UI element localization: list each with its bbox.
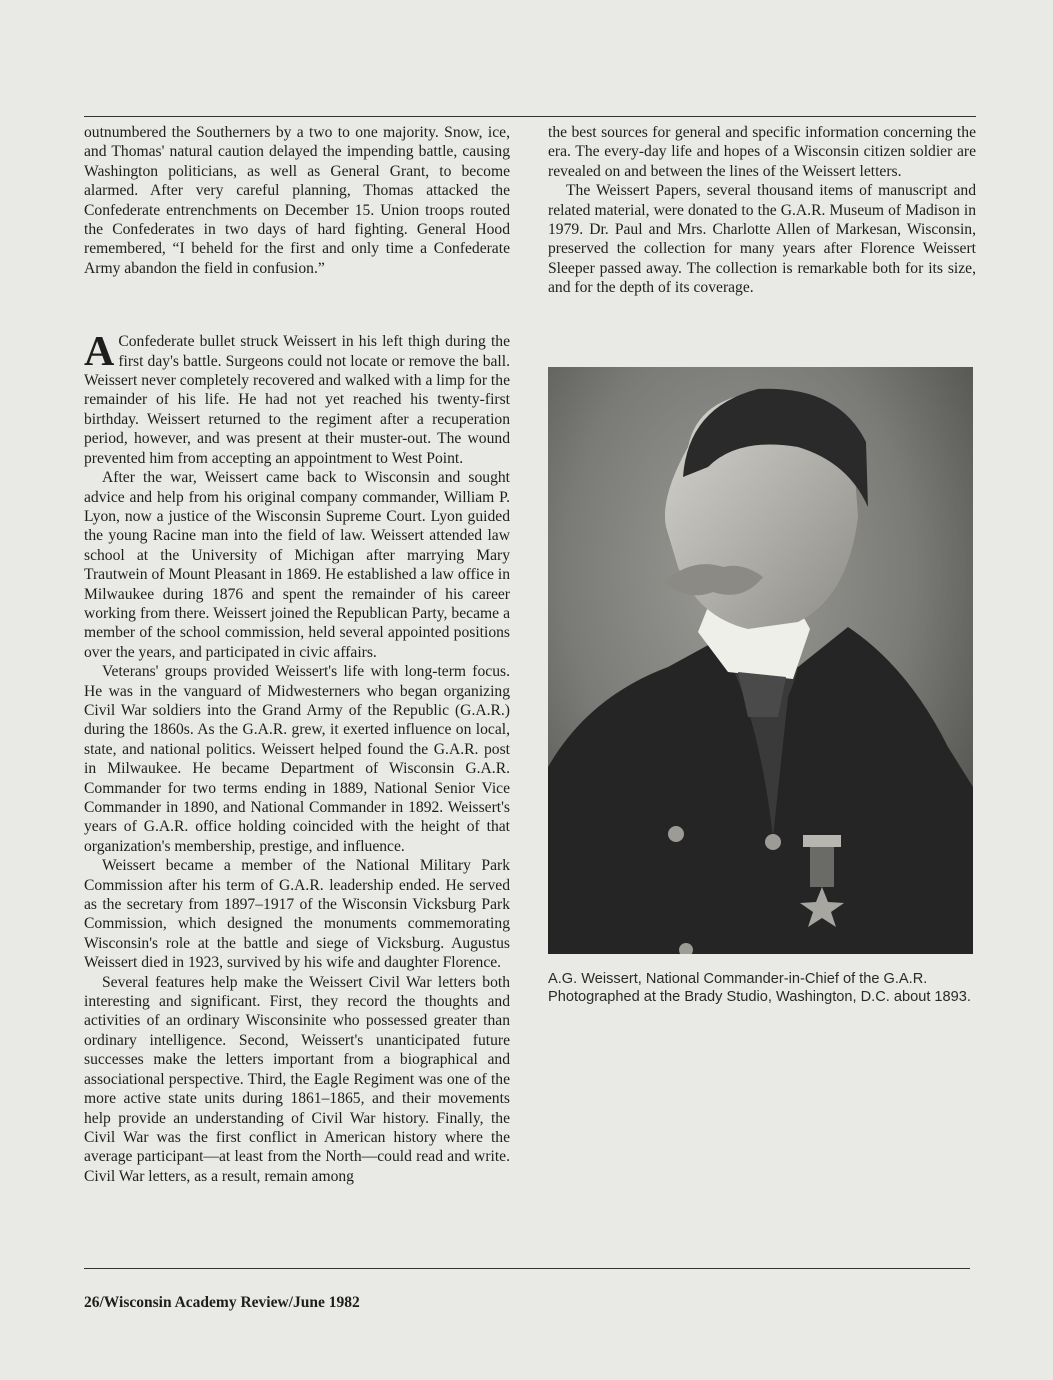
top-rule [84, 116, 976, 117]
continuation-paragraph: the best sources for general and specific information concerning the era. The every-day life and hopes of a Wisconsin citizen soldier are revealed on and between the lines of the Weissert letters. [548, 124, 976, 180]
coat-button [668, 826, 684, 842]
page-folio: 26/Wisconsin Academy Review/June 1982 [84, 1294, 360, 1311]
section-break [84, 278, 510, 332]
section-opening-paragraph [84, 329, 510, 468]
photo-caption: A.G. Weissert, National Commander-in-Chief of the G.A.R. Photographed at the Brady Studio, Washington, D.C. about 1893. [548, 971, 971, 1005]
left-column [84, 123, 510, 1186]
medal-bar [803, 835, 841, 847]
coat-button [765, 834, 781, 850]
body-paragraph: Veterans' groups provided Weissert's life with long-term focus. He was in the vanguard of Midwesterners who began organizing Civil War soldiers into the Grand Army of the Republic (G.A.R.) during the 1860s. As the G.A.R. grew, it exerted influence on local, state, and national politics. Weissert helped found the G.A.R. post in Milwaukee. He became Department of Wisconsin G.A.R. Commander for two terms ending in 1889, National Senior Vice Commander in 1890, and National Commander in 1892. Weissert's years of G.A.R. office holding coincided with the height of that organization's membership, prestige, and influence. [84, 663, 510, 855]
right-column [548, 123, 976, 298]
drop-cap: A [84, 329, 115, 376]
portrait-photo [548, 367, 973, 954]
body-paragraph: Weissert became a member of the National Military Park Commission after his term of G.A.R. leadership ended. He served as the secretary from 1897–1917 of the Wisconsin Vicksburg Park Commission, which designed the monuments commemorating Wisconsin's role at the battle and siege of Vicksburg. Augustus Weissert died in 1923, survived by his wife and daughter Florence. [84, 857, 510, 972]
medal-ribbon [810, 847, 834, 887]
bottom-rule [84, 1268, 970, 1269]
body-paragraph: After the war, Weissert came back to Wisconsin and sought advice and help from his original company commander, William P. Lyon, now a justice of the Wisconsin Supreme Court. Lyon guided the young Racine man into the field of law. Weissert attended law school at the University of Michigan after marrying Mary Trautwein of Mount Pleasant in 1869. He established a law office in Milwaukee during 1876 and spent the remainder of his career working from there. Weissert joined the Republican Party, became a member of the school commission, held several appointed positions over the years, and participated in civic affairs. [84, 469, 510, 661]
continuation-paragraph: outnumbered the Southerners by a two to one majority. Snow, ice, and Thomas' natural caution delayed the impending battle, causing Washington politicians, as well as General Grant, to become alarmed. After very careful planning, Thomas attacked the Confederate entrenchments on December 15. Union troops routed the Confederates in two days of hard fighting. General Hood remembered, “I beheld for the first and only time a Confederate Army abandon the field in confusion.” [84, 124, 510, 277]
body-paragraph: The Weissert Papers, several thousand items of manuscript and related material, were donated to the G.A.R. Museum of Madison in 1979. Dr. Paul and Mrs. Charlotte Allen of Markesan, Wisconsin, preserved the collection for many years after Florence Weissert Sleeper passed away. The collection is remarkable both for its size, and for the depth of its coverage. [548, 182, 976, 297]
portrait-illustration [548, 367, 973, 954]
body-paragraph: Several features help make the Weissert Civil War letters both interesting and significant. First, they record the thoughts and activities of an ordinary Wisconsinite who possessed greater than ordinary intelligence. Second, Weissert's unanticipated future successes make the letters important from a biographical and associational perspective. Third, the Eagle Regiment was one of the more active state units during 1861–1865, and their movements help provide an understanding of Civil War history. Finally, the Civil War was the first conflict in American history where the average participant—at least from the North—could read and write. Civil War letters, as a result, remain among [84, 973, 510, 1185]
section-opening-text: Confederate bullet struck Weissert in his left thigh during the first day's battle. Surgeons could not locate or remove the ball. Weissert never completely recovered and walked with a limp for the remainder of his life. He had not yet reached his twenty-first birthday. Weissert returned to the regiment after a recuperation period, however, and was present at their muster-out. The wound prevented him from accepting an appointment to West Point. [84, 333, 510, 467]
